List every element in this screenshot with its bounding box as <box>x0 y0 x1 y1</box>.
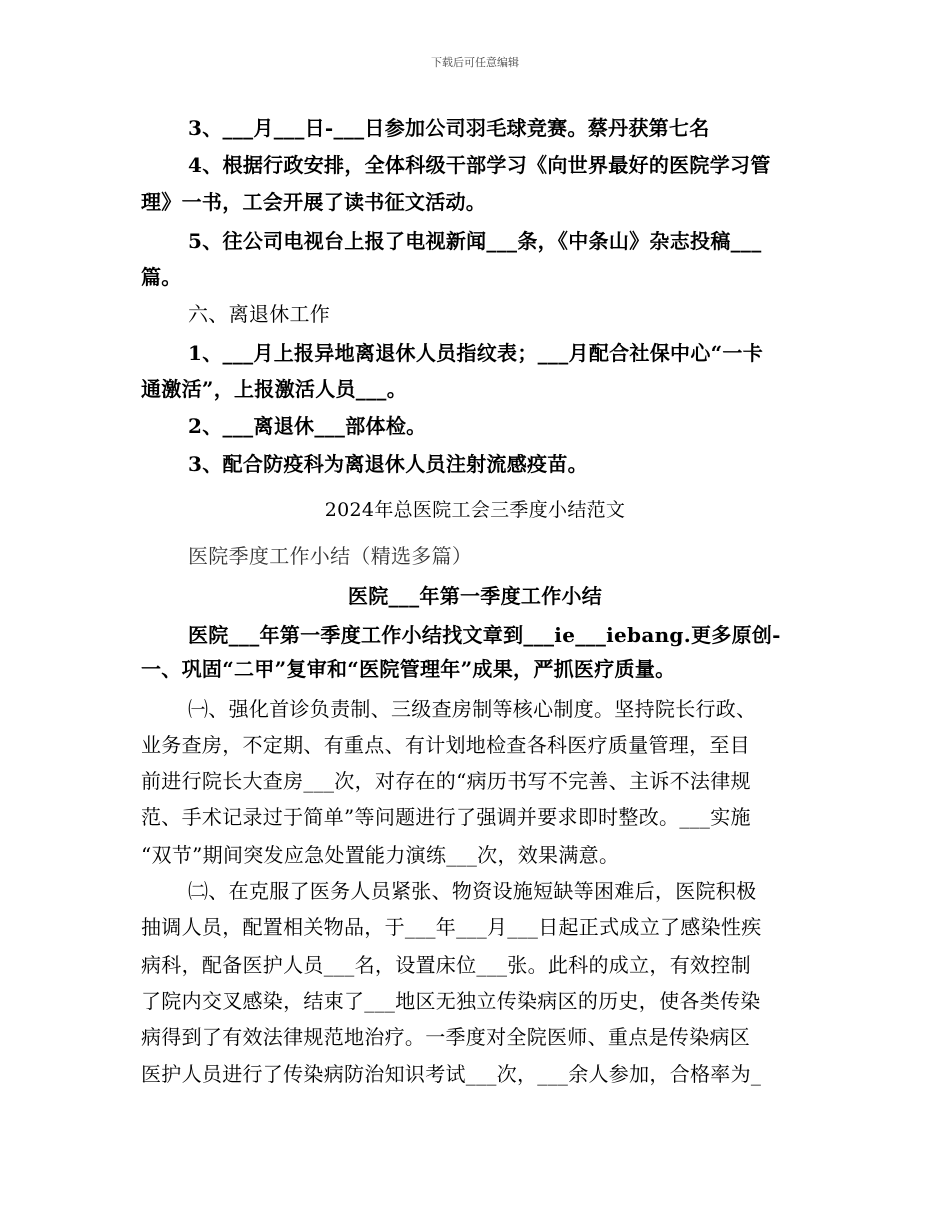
item-5-line-2: 篇。 <box>141 265 182 289</box>
para-1-line-3: 前进行院长大查房___次，对存在的“病历书写不完善、主诉不法律规 <box>141 769 751 793</box>
para-2-line-5: 病得到了有效法律规范地治疗。一季度对全院医师、重点是传染病区 <box>141 1025 750 1049</box>
article-title: 2024年总医院工会三季度小结范文 <box>324 499 626 521</box>
item-5-line-1: 5、往公司电视台上报了电视新闻___条，《中条山》杂志投稿___ <box>188 229 762 253</box>
retire-item-1-line-1: 1、___月上报异地离退休人员指纹表；___月配合社保中心“一卡 <box>188 341 764 365</box>
retire-item-2: 2、___离退休___部体检。 <box>188 414 427 438</box>
para-2-line-6: 医护人员进行了传染病防治知识考试___次，___余人参加，合格率为_ <box>141 1062 762 1086</box>
para-2-line-3: 病科，配备医护人员___名，设置床位___张。此科的成立，有效控制 <box>141 953 751 977</box>
item-3: 3、___月___日-___日参加公司羽毛球竞赛。蔡丹获第七名 <box>188 116 710 140</box>
item-4-line-2: 理》一书，工会开展了读书征文活动。 <box>141 190 487 214</box>
para-1-line-2: 业务查房，不定期、有重点、有计划地检查各科医疗质量管理，至目 <box>141 733 750 757</box>
section-1-heading: 一、巩固“二甲”复审和“医院管理年”成果，严抓医疗质量。 <box>141 657 676 681</box>
para-1-line-1: ㈠、强化首诊负责制、三级查房制等核心制度。坚持院长行政、 <box>188 697 757 721</box>
item-4-line-1: 4、根据行政安排，全体科级干部学习《向世界最好的医院学习管 <box>188 153 771 177</box>
header-note: 下载后可任意编辑 <box>431 56 519 69</box>
para-1-line-4: 范、手术记录过于简单”等问题进行了强调并要求即时整改。___实施 <box>141 805 751 829</box>
article-subheading: 医院___年第一季度工作小结 <box>347 584 603 608</box>
retire-item-1-line-2: 通激活”，上报激活人员___。 <box>141 377 408 401</box>
para-2-line-4: 了院内交叉感染，结束了___地区无独立传染病区的历史，使各类传染 <box>141 989 761 1013</box>
article-lead: 医院___年第一季度工作小结找文章到___ie___iebang.更多原创- <box>188 623 781 647</box>
para-2-line-2: 抽调人员，配置相关物品，于___年___月___日起正式成立了感染性疾 <box>141 915 762 939</box>
article-subtitle: 医院季度工作小结（精选多篇） <box>188 544 473 568</box>
para-2-line-1: ㈡、在克服了医务人员紧张、物资设施短缺等困难后，医院积极 <box>188 879 757 903</box>
heading-retirement: 六、离退休工作 <box>188 302 331 326</box>
para-1-line-5: “双节”期间突发应急处置能力演练___次，效果满意。 <box>141 843 620 867</box>
retire-item-3: 3、配合防疫科为离退休人员注射流感疫苗。 <box>188 452 588 476</box>
